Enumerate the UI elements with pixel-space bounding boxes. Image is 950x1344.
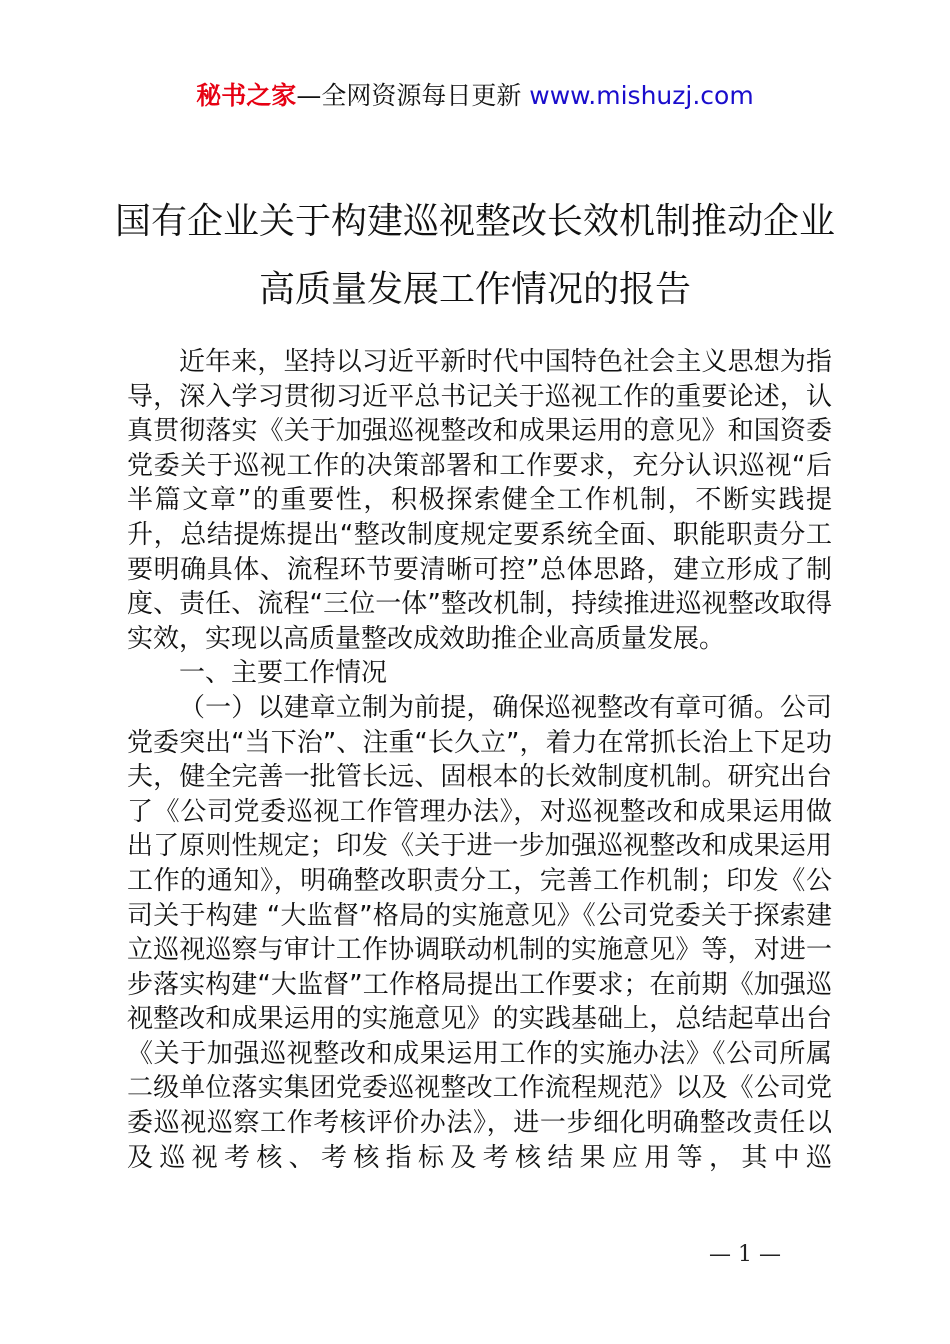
site-url[interactable]: www.mishuzj.com: [529, 81, 754, 110]
document-body: [127, 345, 832, 1175]
document-title: [0, 188, 950, 324]
site-header: [0, 78, 950, 114]
paragraph-section-1: （一）以建章立制为前提，确保巡视整改有章可循。公司党委突出“当下治”、注重“长久立”，着力在常抓长治上下足功夫，健全完善一批管长远、固根本的长效制度机制。研究出台了《公司党委巡视工作管理办法》，对巡视整改和成果运用做出了原则性规定；印发《关于进一步加强巡视整改和成果运用工作的通知》，明确整改职责分工，完善工作机制；印发《公司关于构建 “大监督”格局的实施意见》《公司党委关于探索建立巡视巡察与审计工作协调联动机制的实施意见》等，对进一步落实构建“大监督”工作格局提出工作要求；在前期《加强巡视整改和成果运用的实施意见》的实践基础上，总结起草出台《关于加强巡视整改和成果运用工作的实施办法》《公司所属二级单位落实集团党委巡视整改工作流程规范》以及《公司党委巡视巡察工作考核评价办法》，进一步细化明确整改责任以及巡视考核、考核指标及考核结果应用等，其中巡: [127, 692, 832, 1173]
title-line-2: 高质量发展工作情况的报告: [258, 269, 691, 310]
page-number: — 1 —: [709, 1242, 781, 1267]
paragraph-intro: 近年来，坚持以习近平新时代中国特色社会主义思想为指导，深入学习贯彻习近平总书记关于巡视工作的重要论述，认真贯彻落实《关于加强巡视整改和成果运用的意见》和国资委党委关于巡视工作的决策部署和工作要求，充分认识巡视“后半篇文章”的重要性，积极探索健全工作机制，不断实践提升，总结提炼提出“整改制度规定要系统全面、职能职责分工要明确具体、流程环节要清晰可控”总体思路，建立形成了制度、责任、流程“三位一体”整改机制，持续推进巡视整改取得实效，实现以高质量整改成效助推企业高质量发展。: [127, 347, 832, 654]
header-slogan: —全网资源每日更新: [296, 81, 530, 110]
title-line-1: 国有企业关于构建巡视整改长效机制推动企业: [114, 201, 835, 242]
brand-name: 秘书之家: [196, 81, 297, 110]
section-heading: 一、主要工作情况: [179, 658, 388, 689]
